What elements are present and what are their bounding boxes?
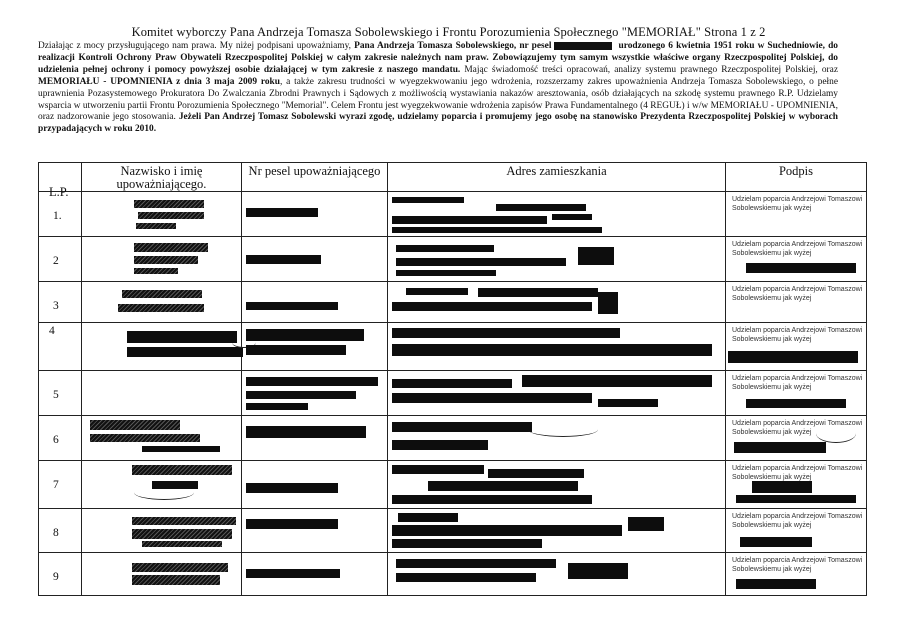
signature-text: Udzielam poparcia Andrzejowi Tomaszowi Sobolewskiemu jak wyżej [732, 241, 863, 257]
row-lp [39, 509, 82, 553]
redacted-name [132, 529, 232, 539]
row-name [82, 192, 242, 237]
header-lp-label: L.P. [49, 185, 69, 199]
table-row [39, 416, 867, 461]
table-row [39, 461, 867, 509]
redacted-address [578, 247, 614, 265]
signature-scribble [816, 424, 856, 443]
header-name [82, 163, 242, 192]
row-address [388, 371, 726, 416]
redacted-name [142, 446, 220, 452]
row-address [388, 461, 726, 509]
redacted-address [392, 344, 712, 356]
signature-text: Udzielam poparcia Andrzejowi Tomaszowi Sobolewskiemu jak wyżej [732, 513, 863, 529]
redacted-address [392, 197, 464, 203]
redacted-signature [736, 579, 816, 589]
intro-bold-2: MEMORIAŁU - UPOMNIENIA z dnia 3 maja 2009 roku [38, 76, 280, 87]
signature-text: Udzielam poparcia Andrzejowi Tomaszowi Sobolewskiemu jak wyżej [732, 465, 863, 481]
redacted-address [552, 214, 592, 220]
table-row [39, 237, 867, 282]
redacted-address [392, 379, 512, 388]
redacted-pesel [246, 519, 338, 529]
row-signature [726, 416, 867, 461]
header-lp [39, 163, 82, 199]
intro-text-2: Mając świadomość treści opracowań, analizy systemu prawnego Rzeczpospolitej Polskiej, oraz [460, 64, 838, 75]
redacted-pesel [246, 391, 356, 399]
row-name [82, 416, 242, 461]
header-pesel-label: Nr pesel upoważniającego [248, 164, 381, 178]
row-name [82, 237, 242, 282]
redacted-name [132, 575, 220, 585]
header-pesel [242, 163, 388, 192]
redacted-address [598, 292, 618, 314]
redacted-name [134, 200, 204, 208]
row-number: 8 [53, 527, 59, 539]
redacted-address [392, 328, 620, 338]
row-lp [39, 461, 82, 509]
row-lp [39, 553, 82, 596]
row-address [388, 323, 726, 371]
redacted-name [142, 541, 222, 547]
redacted-signature [746, 263, 856, 273]
redacted-address [392, 525, 622, 536]
row-lp [39, 282, 82, 323]
redacted-name [132, 517, 236, 525]
signature-table [38, 162, 867, 596]
document-title: Komitet wyborczy Pana Andrzeja Tomasza Sobolewskiego i Frontu Porozumienia Społecznego "MEMORIAŁ" Strona 1 z 2 [131, 25, 766, 39]
redacted-name [138, 212, 204, 219]
row-name [82, 553, 242, 596]
signature-text: Udzielam poparcia Andrzejowi Tomaszowi Sobolewskiemu jak wyżej [732, 375, 863, 391]
row-lp [39, 323, 82, 371]
header-name-label: Nazwisko i imię upoważniającego. [116, 164, 207, 191]
redacted-name [134, 243, 208, 252]
redacted-address [392, 302, 592, 311]
row-pesel [242, 509, 388, 553]
row-name [82, 282, 242, 323]
redacted-address [396, 258, 566, 266]
redacted-pesel [246, 569, 340, 578]
row-pesel [242, 553, 388, 596]
row-pesel [242, 371, 388, 416]
row-number: 7 [53, 479, 59, 491]
redacted-signature [740, 537, 812, 547]
redacted-address [392, 216, 547, 224]
redacted-signature [752, 481, 812, 493]
table-row [39, 323, 867, 371]
redacted-pesel [246, 208, 318, 217]
signature-scribble [528, 422, 598, 437]
row-pesel [242, 237, 388, 282]
intro-text-2b: , a także zakresu trudności w wyegzekwowaniu jego wdrożenia, rozszerzamy zakres upoważnienia Andrzeja Tomasza Sobolewskiego, o pełne uprawnienia Pozasystemowego Prokuratora Do Zwalczania Zbrodni Prawnych i Sądowych z możliwością wystawiania nakazów aresztowania, osób działających na szkodę systemu prawnego R.P. Udzielamy wsparcia w utworzeniu partii Frontu Porozumienia Społecznego "Memorial". Celem Frontu jest wyegzekwowanie wdrożenia zapisów Prawa Fundamentalnego (4 REGUŁ) i w/w MEMORIAŁU - UPOMNIENIA [38, 76, 838, 111]
signature-text: Udzielam poparcia Andrzejowi Tomaszowi Sobolewskiemu jak wyżej [732, 286, 863, 302]
intro-text-1b: urodzonego 6 kwietnia 1951 roku w Suchedniowie, do realizacji Kontroli Ochrony Praw Obywateli Rzeczpospolitej Polskiej w całym zakresie należnych nam praw. Zobowiązujemy tym samym wszystkie właściwe organy Rzeczpospolitej Polskiej, do udzielenia pełnej ochrony i pomocy powyższej osobie działającej w tym zakresie z naszego mandatu. [38, 41, 838, 75]
row-address [388, 553, 726, 596]
redacted-name [122, 290, 202, 298]
intro-bold-3: Jeżeli Pan Andrzej Tomasz Sobolewski wyrazi zgodę, udzielamy poparcia i promujemy jego osobę na stanowisko Prezydenta Rzeczpospolitej Polskiej w wyborach przypadających w roku 2010. [38, 112, 838, 135]
row-lp [39, 192, 82, 237]
table-row [39, 282, 867, 323]
redacted-address [396, 559, 556, 568]
row-number: 5 [53, 389, 59, 401]
redacted-address [392, 422, 532, 432]
redacted-address [396, 270, 496, 276]
redacted-address [598, 399, 658, 407]
header-address [388, 163, 726, 192]
redacted-pesel [246, 302, 338, 310]
redacted-name [136, 223, 176, 229]
redacted-pesel [246, 377, 378, 386]
row-address [388, 237, 726, 282]
redacted-name [127, 347, 243, 357]
row-lp [39, 416, 82, 461]
redacted-address [396, 245, 494, 252]
redacted-address [392, 465, 484, 474]
row-signature [726, 237, 867, 282]
redacted-address [392, 393, 592, 403]
table-row [39, 192, 867, 237]
row-number: 3 [53, 300, 59, 312]
row-number: 9 [53, 571, 59, 583]
redacted-name [132, 465, 232, 475]
signature-text: Udzielam poparcia Andrzejowi Tomaszowi Sobolewskiemu jak wyżej [732, 420, 863, 436]
redacted-signature [734, 442, 826, 453]
redacted-name [127, 331, 237, 343]
redacted-pesel [246, 483, 338, 493]
signature-text: Udzielam poparcia Andrzejowi Tomaszowi Sobolewskiemu jak wyżej [732, 557, 863, 573]
redacted-address [496, 204, 586, 211]
row-signature [726, 282, 867, 323]
row-address [388, 282, 726, 323]
intro-text-3: , oraz nadzorowanie jego stosowania. [38, 100, 838, 123]
redacted-name [118, 304, 204, 312]
redacted-name [90, 434, 200, 442]
header-signature-label: Podpis [778, 164, 814, 178]
row-lp [39, 237, 82, 282]
signature-scribble [134, 485, 194, 500]
redacted-name [132, 563, 228, 572]
redacted-address [392, 440, 488, 450]
redacted-address [396, 573, 536, 582]
row-number: 1. [53, 210, 62, 222]
redacted-signature [736, 495, 856, 503]
redacted-pesel [554, 42, 612, 50]
row-signature [726, 461, 867, 509]
row-pesel [242, 461, 388, 509]
signature-text: Udzielam poparcia Andrzejowi Tomaszowi Sobolewskiemu jak wyżej [732, 327, 863, 343]
redacted-address [568, 563, 628, 579]
row-signature [726, 509, 867, 553]
row-name [82, 323, 242, 371]
row-signature [726, 553, 867, 596]
redacted-address [628, 517, 664, 531]
redacted-name [134, 256, 198, 264]
row-number: 4 [49, 325, 55, 337]
redacted-address [522, 375, 712, 387]
redacted-address [478, 288, 598, 297]
redacted-pesel [246, 345, 346, 355]
intro-text-1: Działając z mocy przysługującego nam prawa. My niżej podpisani upoważniamy, [38, 41, 355, 51]
redacted-name [134, 268, 178, 274]
row-address [388, 509, 726, 553]
row-lp [39, 371, 82, 416]
redacted-address [488, 469, 584, 478]
row-name [82, 509, 242, 553]
redacted-signature [728, 351, 858, 363]
header-address-label: Adres zamieszkania [506, 164, 607, 178]
redacted-address [392, 495, 592, 504]
row-pesel [242, 323, 388, 371]
redacted-address [398, 513, 458, 522]
intro-bold-1: Pana Andrzeja Tomasza Sobolewskiego, nr pesel [354, 41, 552, 51]
redacted-name [90, 420, 180, 430]
redacted-pesel [246, 403, 308, 410]
row-signature [726, 323, 867, 371]
redacted-address [392, 539, 542, 548]
table-header-row [39, 163, 867, 192]
redacted-signature [746, 399, 846, 408]
redacted-pesel [246, 329, 364, 341]
redacted-address [392, 227, 602, 233]
row-number: 6 [53, 434, 59, 446]
signature-text: Udzielam poparcia Andrzejowi Tomaszowi Sobolewskiemu jak wyżej [732, 196, 863, 212]
redacted-pesel [246, 255, 321, 264]
row-number: 2 [53, 255, 59, 267]
row-pesel [242, 192, 388, 237]
table-row [39, 509, 867, 553]
row-address [388, 192, 726, 237]
row-pesel [242, 282, 388, 323]
row-pesel [242, 416, 388, 461]
intro-paragraph [38, 41, 838, 136]
table-row [39, 553, 867, 596]
row-signature [726, 371, 867, 416]
row-name [82, 371, 242, 416]
row-address [388, 416, 726, 461]
redacted-pesel [246, 426, 366, 438]
header-signature [726, 163, 867, 192]
redacted-address [406, 288, 468, 295]
redacted-address [428, 481, 578, 491]
table-row [39, 371, 867, 416]
row-name [82, 461, 242, 509]
row-signature [726, 192, 867, 237]
